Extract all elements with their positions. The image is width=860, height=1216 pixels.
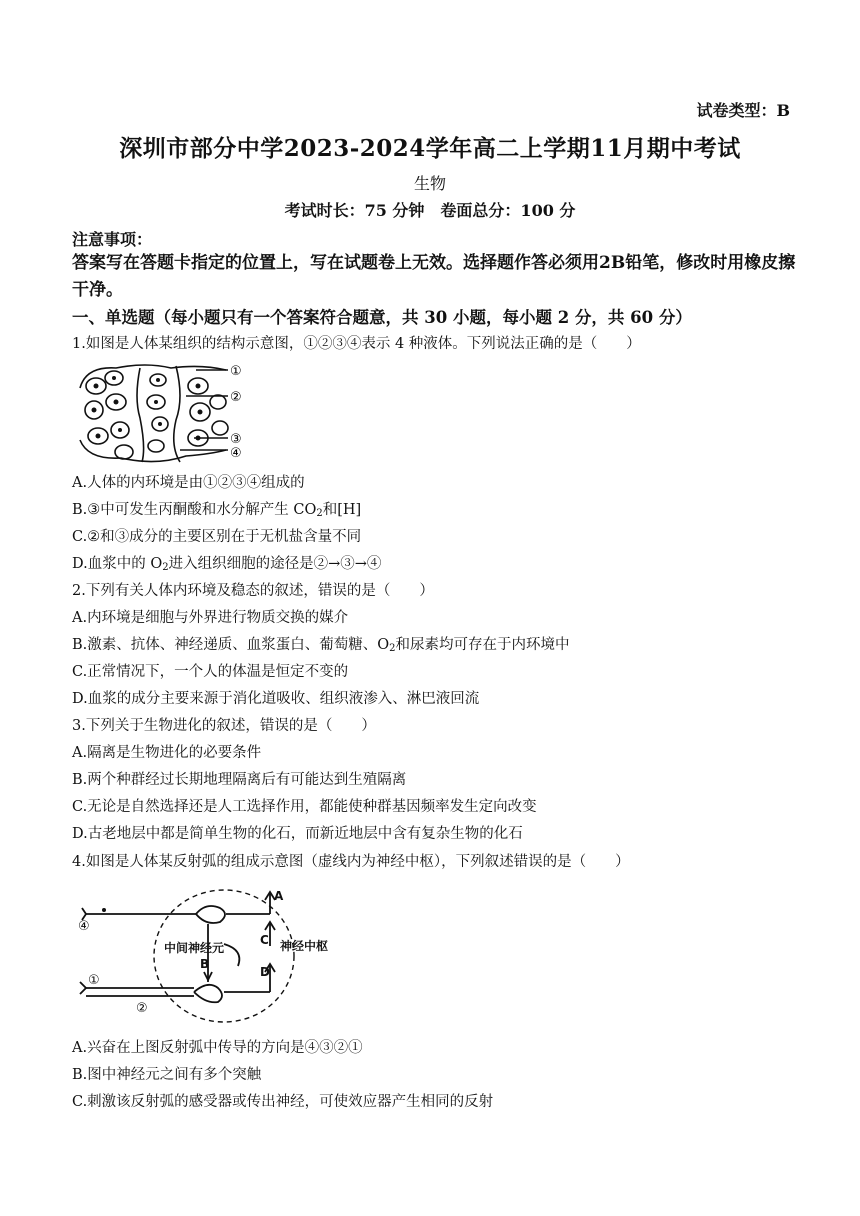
figure-label-4: ④ <box>230 446 242 461</box>
q2-option-b: B.激素、抗体、神经递质、血浆蛋白、葡萄糖、$O_2$和尿素均可存在于内环境中 <box>72 637 570 654</box>
notice-heading: 注意事项： <box>72 230 153 249</box>
label-2: ② <box>136 1001 148 1016</box>
section-heading: 一、单选题（每小题只有一个答案符合题意，共 30 小题，每小题 2 分，共 60 分） <box>72 308 692 327</box>
subject: 生物 <box>413 174 446 193</box>
label-b: B <box>200 957 210 971</box>
notice-body: 答案写在答题卡指定的位置上，写在试题卷上无效。选择题作答必须用2B铅笔，修改时用橡皮擦干净。 <box>72 253 796 300</box>
q1-option-d: D.血浆中的 $O_2$进入组织细胞的途径是②→③→④ <box>72 556 382 573</box>
label-c: C <box>260 933 269 947</box>
question-3-stem: 3.下列关于生物进化的叙述，错误的是（ ） <box>72 718 376 734</box>
q3-option-d: D.古老地层中都是简单生物的化石，而新近地层中含有复杂生物的化石 <box>72 826 523 842</box>
page-title: 深圳市部分中学2023-2024学年高二上学期11月期中考试 <box>119 135 741 162</box>
paper-type: 试卷类型：B <box>696 101 790 120</box>
q3-option-b: B.两个种群经过长期地理隔离后有可能达到生殖隔离 <box>72 772 407 788</box>
label-interneuron: 中间神经元 <box>164 941 225 955</box>
reflex-arc-figure <box>74 884 364 1026</box>
q2-option-c: C.正常情况下，一个人的体温是恒定不变的 <box>72 664 349 680</box>
tissue-figure <box>76 358 256 468</box>
q1-option-b: B.③中可发生丙酮酸和水分解产生 $CO_2$和[H] <box>72 502 362 519</box>
question-1-stem: 1.如图是人体某组织的结构示意图，①②③④表示 4 种液体。下列说法正确的是（ ） <box>72 336 641 352</box>
q3-option-a: A.隔离是生物进化的必要条件 <box>72 745 262 761</box>
q2-option-a: A.内环境是细胞与外界进行物质交换的媒介 <box>72 610 349 626</box>
figure-label-2: ② <box>230 390 242 405</box>
q2-option-d: D.血浆的成分主要来源于消化道吸收、组织液渗入、淋巴液回流 <box>72 691 480 707</box>
label-neural-center: 神经中枢 <box>280 939 329 953</box>
figure-label-1: ① <box>230 364 242 379</box>
question-2-stem: 2.下列有关人体内环境及稳态的叙述，错误的是（ ） <box>72 583 434 599</box>
q1-option-a: A.人体的内环境是由①②③④组成的 <box>72 475 305 491</box>
q3-option-c: C.无论是自然选择还是人工选择作用，都能使种群基因频率发生定向改变 <box>72 799 537 815</box>
q4-option-b: B.图中神经元之间有多个突触 <box>72 1067 262 1083</box>
q1-option-c: C.②和③成分的主要区别在于无机盐含量不同 <box>72 529 362 545</box>
question-4-stem: 4.如图是人体某反射弧的组成示意图（虚线内为神经中枢），下列叙述错误的是（ ） <box>72 854 630 870</box>
label-4: ④ <box>78 919 90 934</box>
q4-option-c: C.刺激该反射弧的感受器或传出神经，可使效应器产生相同的反射 <box>72 1094 494 1110</box>
label-1: ① <box>88 973 100 988</box>
label-a: A <box>274 889 284 903</box>
figure-label-3: ③ <box>230 432 242 447</box>
label-d: D <box>260 965 270 979</box>
q4-option-a: A.兴奋在上图反射弧中传导的方向是④③②① <box>72 1040 363 1056</box>
exam-info: 考试时长：75 分钟 卷面总分：100 分 <box>284 201 576 220</box>
